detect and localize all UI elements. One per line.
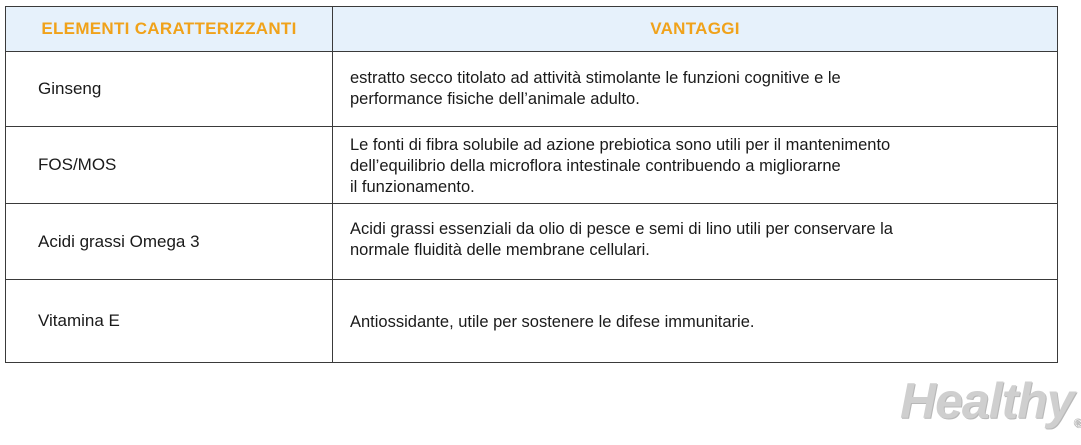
- benefits-table: [5, 6, 1058, 363]
- benefit-cell: [333, 52, 1058, 127]
- benefit-text: Le fonti di fibra solubile ad azione prebiotica sono utili per il mantenimento dell’equilibrio della microflora intestinale contribuendo a migliorarne il funzionamento.: [350, 136, 891, 196]
- column-header-benefits: VANTAGGI: [333, 7, 1058, 52]
- benefit-cell: [333, 127, 1058, 204]
- column-header-elements: ELEMENTI CARATTERIZZANTI: [6, 7, 333, 52]
- logo-text: Healthy: [900, 373, 1074, 429]
- table-row: [6, 280, 1058, 363]
- element-cell: FOS/MOS: [6, 127, 333, 204]
- element-cell: Vitamina E: [6, 280, 333, 363]
- benefit-cell: [333, 204, 1058, 280]
- table-row: [6, 127, 1058, 204]
- benefit-text: Acidi grassi essenziali da olio di pesce e semi di lino utili per conservare la normale fluidità delle membrane cellulari.: [350, 220, 893, 259]
- healthy-logo: [900, 372, 1081, 430]
- registered-mark: ®: [1073, 416, 1081, 430]
- element-cell: Ginseng: [6, 52, 333, 127]
- table-header-row: [6, 7, 1058, 52]
- element-cell: Acidi grassi Omega 3: [6, 204, 333, 280]
- benefit-text: Antiossidante, utile per sostenere le difese immunitarie.: [350, 313, 755, 331]
- benefit-text: estratto secco titolato ad attività stimolante le funzioni cognitive e le performance fisiche dell’animale adulto.: [350, 69, 841, 108]
- benefit-cell: [333, 280, 1058, 363]
- table-row: [6, 204, 1058, 280]
- table-row: [6, 52, 1058, 127]
